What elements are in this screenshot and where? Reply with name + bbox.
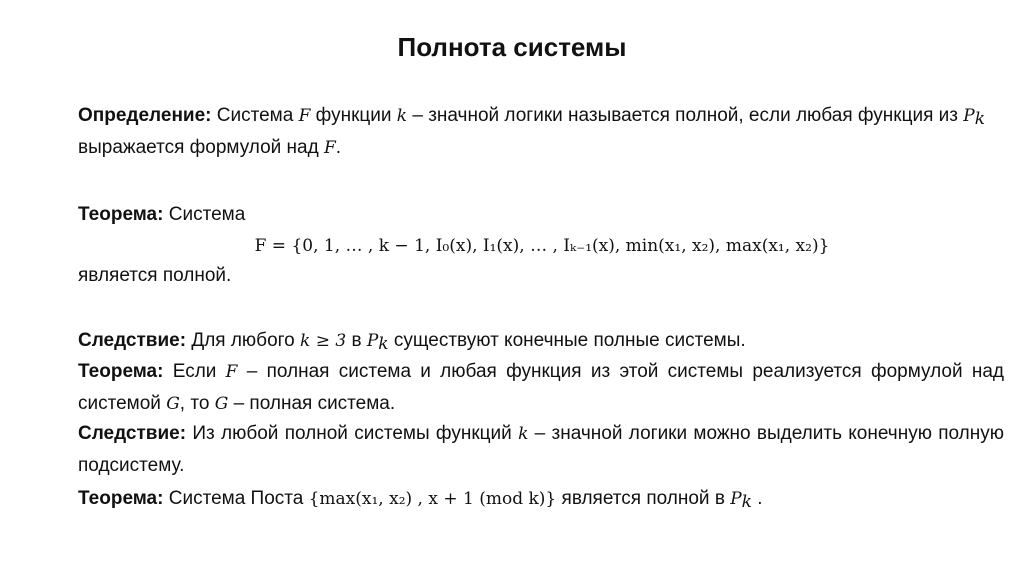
math-var: G	[166, 394, 180, 414]
math-subscript: k	[974, 109, 986, 129]
theorem3-text: является полной в	[556, 488, 731, 509]
math-var: P	[366, 331, 379, 351]
theorem1-label: Теорема:	[78, 204, 164, 225]
theorem2-text: , то	[179, 393, 215, 414]
definition-paragraph	[78, 100, 1004, 164]
theorem1-text: является полной.	[78, 265, 232, 286]
corollary2-text: – значной логики можно выделить конечную полную подсистему.	[78, 423, 1005, 476]
definition-text: – значной логики называется полной, если любая функция из	[407, 105, 964, 126]
corollary1-text: в	[346, 330, 367, 351]
definition-text: функции	[310, 105, 397, 126]
math-var: G	[214, 394, 229, 414]
post-system-formula: {max(x₁, x₂) , x + 1 (mod k)}	[308, 489, 557, 509]
math-subscript: k	[378, 334, 389, 354]
theorem3-label: Теорема:	[78, 488, 164, 509]
math-var: P	[730, 489, 742, 509]
theorem2-text: – полная система.	[228, 393, 396, 414]
definition-text: Система	[211, 105, 299, 126]
definition-text: выражается формулой над	[78, 137, 324, 158]
theorem2-label: Теорема:	[78, 361, 164, 382]
theorem2-text: – полная система и любая функция из этой системы реализуется формулой над системой	[78, 361, 1004, 414]
corollary1-text: существуют конечные полные системы.	[388, 330, 746, 351]
corollary2-paragraph	[78, 418, 1004, 481]
math-var: k	[396, 106, 408, 126]
theorem1-heading	[78, 199, 1004, 230]
theorem1-formula	[0, 231, 1024, 261]
math-subscript: k	[741, 492, 752, 512]
math-var: P	[963, 106, 975, 126]
theorem2-text: Если	[163, 361, 226, 382]
corollary2-label: Следствие:	[78, 423, 187, 444]
corollary1-paragraph	[78, 325, 1004, 357]
definition-text: .	[335, 137, 342, 158]
theorem2-paragraph	[78, 356, 1004, 420]
definition-label: Определение:	[78, 105, 212, 126]
corollary2-text: Из любой полной системы функций	[186, 423, 519, 444]
theorem3-text: .	[751, 488, 763, 509]
theorem1-text: Система	[163, 204, 246, 225]
slide-title: Полнота системы	[397, 32, 627, 62]
theorem3-paragraph	[78, 483, 1004, 515]
math-var: F	[298, 106, 311, 126]
corollary1-text: Для любого	[186, 330, 300, 351]
math-expression: k ≥ 3	[300, 331, 347, 351]
math-var: F	[225, 362, 238, 382]
theorem1-conclusion	[78, 260, 1004, 291]
theorem3-text: Система Поста	[163, 488, 309, 509]
math-var: F	[323, 138, 336, 158]
math-var: k	[518, 424, 529, 444]
corollary1-label: Следствие:	[78, 330, 187, 351]
formula-text: F = {0, 1, … , k − 1, I₀(x), I₁(x), … , Iₖ₋₁(x), min(x₁, x₂), max(x₁, x₂)}	[254, 236, 830, 256]
